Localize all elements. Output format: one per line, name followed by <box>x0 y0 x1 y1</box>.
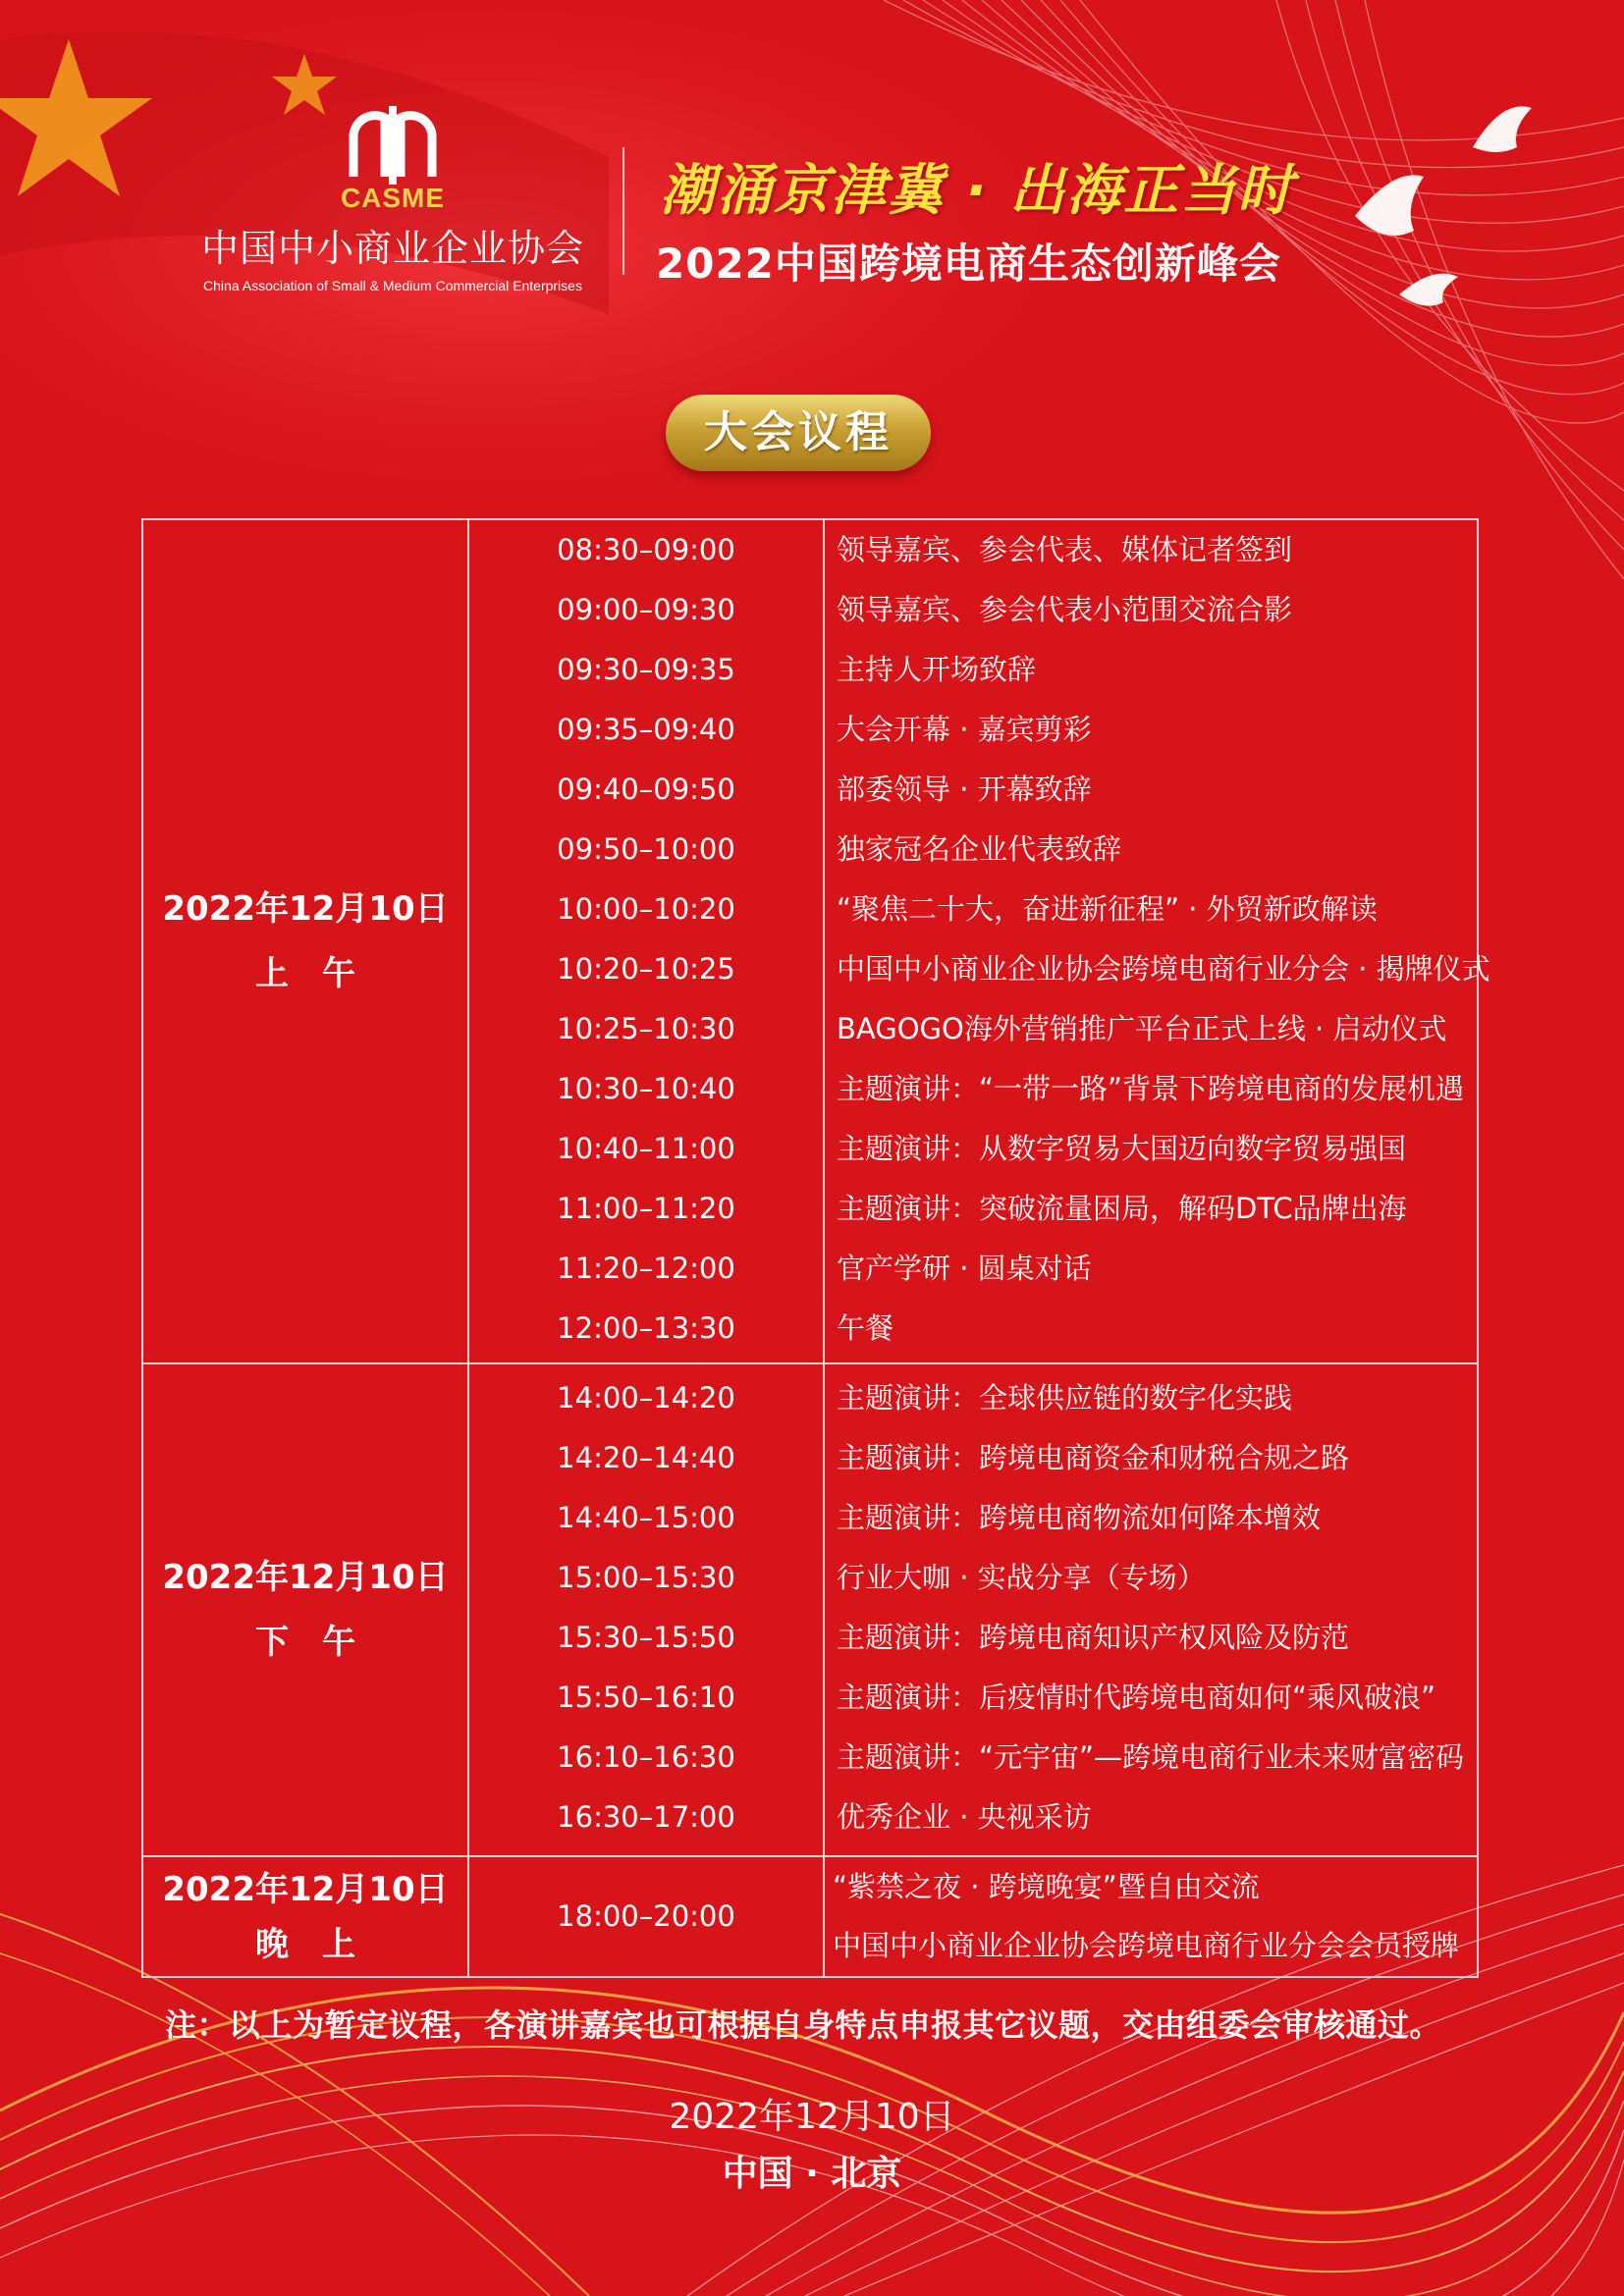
row-time: 10:30–10:40 <box>557 1072 735 1105</box>
row-item: 主题演讲：跨境电商资金和财税合规之路 <box>837 1441 1350 1474</box>
event-slogan: 潮涌京津冀 · 出海正当时 <box>660 159 1295 223</box>
row-item: 主题演讲：全球供应链的数字化实践 <box>837 1381 1293 1415</box>
org-name-cn: 中国中小商业企业协会 <box>200 227 584 270</box>
row-item: 主题演讲：从数字贸易大国迈向数字贸易强国 <box>837 1132 1407 1165</box>
section-date: 2022年12月10日 <box>162 1869 449 1909</box>
org-name-en: China Association of Small & Medium Commercial Enterprises <box>203 278 582 294</box>
section-times <box>469 1857 825 1976</box>
row-time: 09:50–10:00 <box>557 832 735 866</box>
row-time: 09:30–09:35 <box>557 653 735 686</box>
row-item: 主题演讲：跨境电商知识产权风险及防范 <box>837 1621 1350 1654</box>
row-time: 14:00–14:20 <box>557 1381 735 1415</box>
row-item: 独家冠名企业代表致辞 <box>837 832 1122 866</box>
row-item: 官产学研 · 圆桌对话 <box>837 1252 1092 1285</box>
row-item: 主题演讲：后疫情时代跨境电商如何“乘风破浪” <box>837 1681 1436 1714</box>
agenda-section-morning <box>143 520 1490 1362</box>
section-date: 2022年12月10日 <box>162 889 449 929</box>
casme-logo-icon <box>334 106 452 185</box>
row-time: 16:10–16:30 <box>557 1740 735 1774</box>
org-abbreviation: CASME <box>340 183 446 213</box>
agenda-note: 注：以上为暂定议程，各演讲嘉宾也可根据自身特点申报其它议题，交由组委会审核通过。 <box>165 2006 1442 2044</box>
section-date-cell <box>143 1364 469 1855</box>
row-item: 优秀企业 · 央视采访 <box>837 1800 1092 1834</box>
row-time: 15:00–15:30 <box>557 1561 735 1594</box>
row-time: 16:30–17:00 <box>557 1800 735 1834</box>
row-item: 主题演讲：突破流量困局，解码DTC品牌出海 <box>837 1192 1407 1225</box>
row-time: 10:20–10:25 <box>557 952 735 986</box>
section-date-cell <box>143 1857 469 1976</box>
row-item: 主题演讲：跨境电商物流如何降本增效 <box>837 1501 1322 1534</box>
section-period: 晚 上 <box>255 1924 355 1964</box>
row-item: 主题演讲：“元宇宙”—跨境电商行业未来财富密码 <box>837 1740 1465 1774</box>
row-time: 09:35–09:40 <box>557 713 735 746</box>
row-time: 11:00–11:20 <box>557 1192 735 1225</box>
section-times <box>469 1364 825 1855</box>
row-time: 14:20–14:40 <box>557 1441 735 1474</box>
section-items <box>825 1364 1477 1855</box>
row-time: 10:00–10:20 <box>557 892 735 926</box>
row-item: 部委领导 · 开幕致辞 <box>837 773 1092 806</box>
agenda-section-evening <box>143 1857 1477 1976</box>
footer-date: 2022年12月10日 <box>669 2097 955 2137</box>
header-divider <box>623 147 624 275</box>
event-title: 2022中国跨境电商生态创新峰会 <box>656 240 1281 288</box>
row-item: BAGOGO海外营销推广平台正式上线 · 启动仪式 <box>837 1012 1447 1045</box>
row-time: 14:40–15:00 <box>557 1501 735 1534</box>
section-items <box>825 1857 1477 1976</box>
section-period: 上 午 <box>255 954 355 993</box>
row-item: 中国中小商业企业协会跨境电商行业分会会员授牌 <box>833 1929 1460 1962</box>
row-item: 行业大咖 · 实战分享（专场） <box>837 1561 1206 1594</box>
row-item: 领导嘉宾、参会代表、媒体记者签到 <box>837 533 1293 566</box>
row-time: 18:00–20:00 <box>557 1899 735 1933</box>
row-time: 12:00–13:30 <box>557 1311 735 1345</box>
row-time: 10:25–10:30 <box>557 1012 735 1045</box>
section-date: 2022年12月10日 <box>162 1558 449 1597</box>
row-item: 午餐 <box>837 1311 894 1345</box>
row-item: “紫禁之夜 · 跨境晚宴”暨自由交流 <box>833 1870 1260 1903</box>
section-times <box>469 520 825 1362</box>
section-date-cell <box>143 520 469 1362</box>
section-period: 下 午 <box>255 1623 355 1662</box>
row-time: 11:20–12:00 <box>557 1252 735 1285</box>
row-item: 领导嘉宾、参会代表小范围交流合影 <box>837 593 1293 626</box>
agenda-section-afternoon <box>143 1364 1477 1855</box>
row-time: 10:40–11:00 <box>557 1132 735 1165</box>
org-logo <box>196 106 589 294</box>
agenda-table <box>141 518 1490 1978</box>
row-item: 大会开幕 · 嘉宾剪彩 <box>837 713 1092 746</box>
agenda-title-badge: 大会议程 <box>666 395 931 471</box>
row-time: 15:50–16:10 <box>557 1681 735 1714</box>
section-items <box>825 520 1490 1362</box>
row-item: 主题演讲：“一带一路”背景下跨境电商的发展机遇 <box>837 1072 1465 1105</box>
row-time: 09:00–09:30 <box>557 593 735 626</box>
row-item: “聚焦二十大，奋进新征程” · 外贸新政解读 <box>837 892 1378 926</box>
row-time: 15:30–15:50 <box>557 1621 735 1654</box>
row-item: 主持人开场致辞 <box>837 653 1037 686</box>
row-time: 09:40–09:50 <box>557 773 735 806</box>
row-time: 08:30–09:00 <box>557 533 735 566</box>
row-item: 中国中小商业企业协会跨境电商行业分会 · 揭牌仪式 <box>837 952 1490 986</box>
footer-location: 中国 · 北京 <box>722 2154 902 2194</box>
